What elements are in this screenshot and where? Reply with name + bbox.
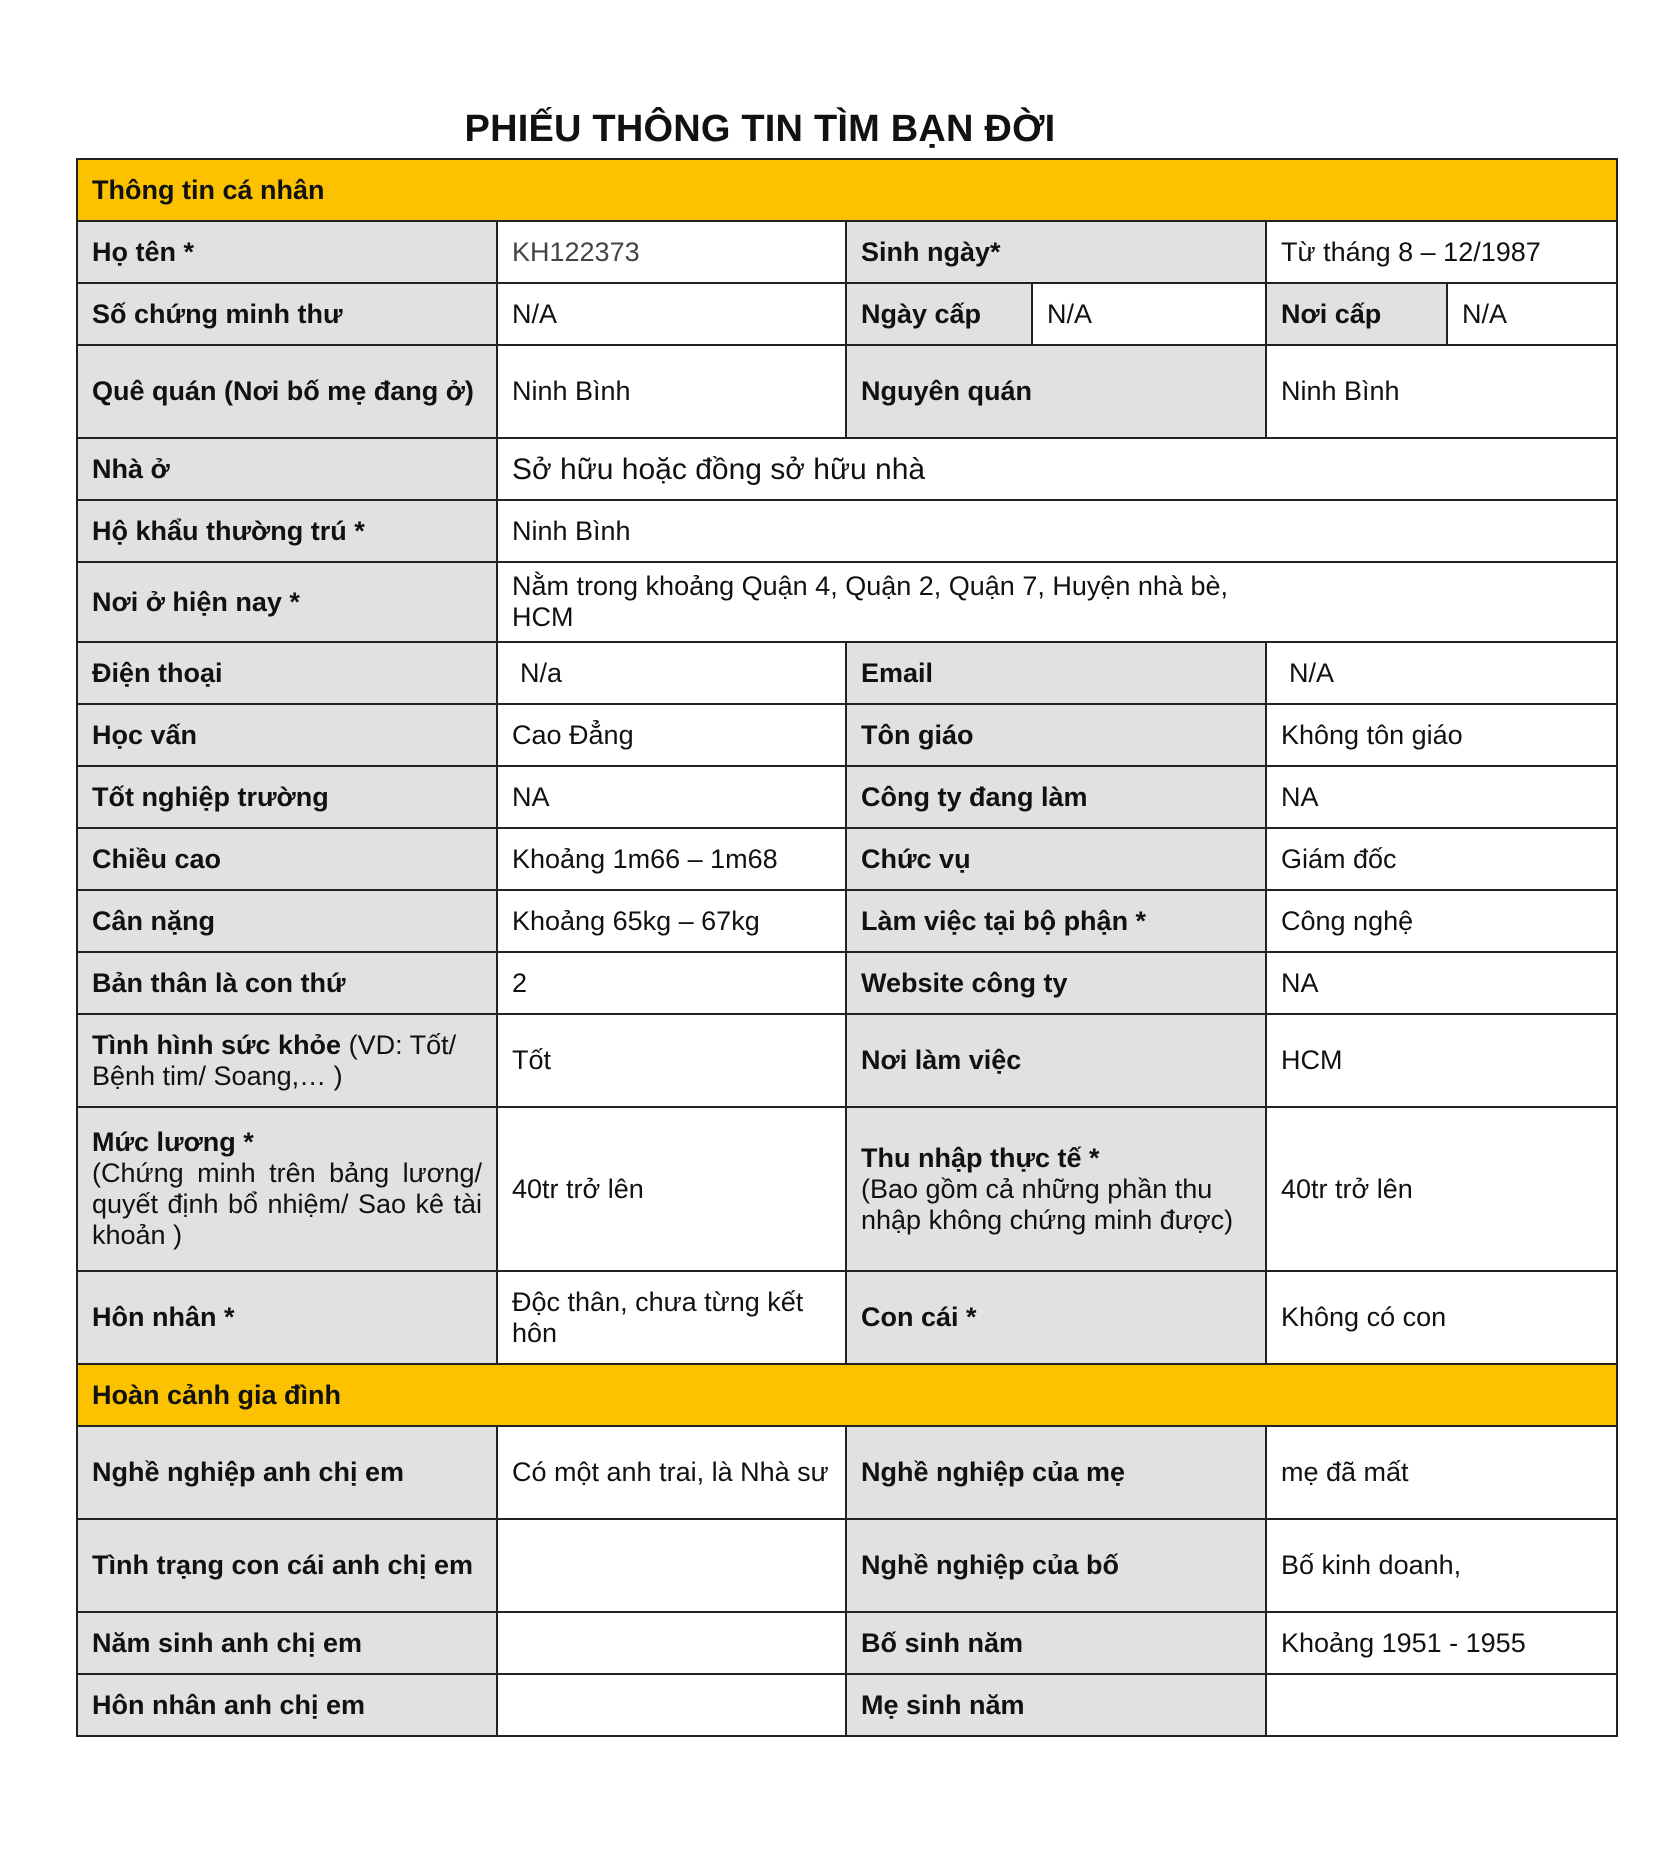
label-nha-o: Nhà ở [77,438,497,500]
label-con-cai: Con cái * [846,1271,1266,1364]
label-nghe-bo: Nghề nghiệp của bố [846,1519,1266,1612]
label-muc-luong [77,1107,497,1271]
table-row [77,221,1617,283]
table-row [77,500,1617,562]
value-ton-giao: Không tôn giáo [1266,704,1617,766]
page-title: PHIẾU THÔNG TIN TÌM BẠN ĐỜI [464,108,1056,150]
label-noi-cap: Nơi cấp [1266,283,1447,345]
label-con-cai-anh-chi: Tình trạng con cái anh chị em [77,1519,497,1612]
table-row [77,1271,1617,1364]
info-form-table [76,158,1618,1737]
value-nghe-me: mẹ đã mất [1266,1426,1617,1519]
value-noi-cap: N/A [1447,283,1617,345]
label-hon-nhan-anh-chi: Hôn nhân anh chị em [77,1674,497,1736]
label-thu-nhap-note: (Bao gồm cả những phần thu nhập không chứng minh được) [861,1173,1234,1235]
label-noi-o: Nơi ở hiện nay * [77,562,497,642]
value-noi-o [497,562,1617,642]
value-hoc-van: Cao Đẳng [497,704,846,766]
label-website: Website công ty [846,952,1266,1014]
value-noi-o-text: Nằm trong khoảng Quận 4, Quận 2, Quận 7, Huyện nhà bè, HCM [512,571,1228,632]
label-que-quan: Quê quán (Nơi bố mẹ đang ở) [77,345,497,438]
section-row-family [77,1364,1617,1426]
value-thu-nhap: 40tr trở lên [1266,1107,1617,1271]
label-ho-khau: Hộ khẩu thường trú * [77,500,497,562]
value-nghe-bo: Bố kinh doanh, [1266,1519,1617,1612]
section-family-title: Hoàn cảnh gia đình [77,1364,1617,1426]
table-row [77,283,1617,345]
table-row [77,952,1617,1014]
value-cong-ty: NA [1266,766,1617,828]
value-ngay-cap: N/A [1032,283,1266,345]
table-row [77,1519,1617,1612]
label-thu-nhap [846,1107,1266,1271]
value-ho-khau: Ninh Bình [497,500,1617,562]
label-chuc-vu: Chức vụ [846,828,1266,890]
value-cmt: N/A [497,283,846,345]
label-bo-phan: Làm việc tại bộ phận * [846,890,1266,952]
value-nghe-anh-chi: Có một anh trai, là Nhà sư [497,1426,846,1519]
label-thu-nhap-title: Thu nhập thực tế * [861,1142,1100,1173]
value-dien-thoai: N/a [497,642,846,704]
label-can-nang: Cân nặng [77,890,497,952]
value-ho-ten: KH122373 [497,221,846,283]
label-con-thu: Bản thân là con thứ [77,952,497,1014]
label-sinh-ngay: Sinh ngày* [846,221,1266,283]
table-row [77,704,1617,766]
label-email: Email [846,642,1266,704]
label-hon-nhan: Hôn nhân * [77,1271,497,1364]
value-sinh-ngay: Từ tháng 8 – 12/1987 [1266,221,1617,283]
label-ho-ten: Họ tên * [77,221,497,283]
label-suc-khoe-title: Tình hình sức khỏe [92,1029,342,1060]
label-nghe-anh-chi: Nghề nghiệp anh chị em [77,1426,497,1519]
value-noi-lam-viec: HCM [1266,1014,1617,1107]
label-ton-giao: Tôn giáo [846,704,1266,766]
value-hon-nhan-anh-chi [497,1674,846,1736]
value-can-nang: Khoảng 65kg – 67kg [497,890,846,952]
value-hon-nhan: Độc thân, chưa từng kết hôn [497,1271,846,1364]
value-chieu-cao: Khoảng 1m66 – 1m68 [497,828,846,890]
table-row [77,562,1617,642]
label-suc-khoe [77,1014,497,1107]
label-ngay-cap: Ngày cấp [846,283,1032,345]
value-me-sinh-nam [1266,1674,1617,1736]
label-nam-sinh-anh-chi: Năm sinh anh chị em [77,1612,497,1674]
label-muc-luong-note: (Chứng minh trên bảng lương/ quyết định bổ nhiệm/ Sao kê tài khoản ) [92,1158,482,1250]
value-bo-sinh-nam: Khoảng 1951 - 1955 [1266,1612,1617,1674]
value-tot-nghiep: NA [497,766,846,828]
value-muc-luong: 40tr trở lên [497,1107,846,1271]
value-con-cai-anh-chi [497,1519,846,1612]
value-con-thu: 2 [497,952,846,1014]
value-que-quan: Ninh Bình [497,345,846,438]
value-con-cai: Không có con [1266,1271,1617,1364]
label-hoc-van: Học vấn [77,704,497,766]
table-row [77,890,1617,952]
label-muc-luong-title: Mức lương * [92,1127,254,1157]
label-chieu-cao: Chiều cao [77,828,497,890]
table-row [77,1674,1617,1736]
table-row [77,1426,1617,1519]
value-suc-khoe: Tốt [497,1014,846,1107]
table-row [77,1107,1617,1271]
label-suc-khoe-note: (VD: Tốt/ Bệnh tim/ Soang,… ) [92,1029,457,1091]
table-row [77,642,1617,704]
value-nam-sinh-anh-chi [497,1612,846,1674]
table-row [77,345,1617,438]
section-personal-title: Thông tin cá nhân [77,159,1617,221]
label-noi-lam-viec: Nơi làm việc [846,1014,1266,1107]
label-tot-nghiep: Tốt nghiệp trường [77,766,497,828]
table-row [77,1612,1617,1674]
table-row [77,438,1617,500]
label-nghe-me: Nghề nghiệp của mẹ [846,1426,1266,1519]
value-nha-o: Sở hữu hoặc đồng sở hữu nhà [497,438,1617,500]
value-nguyen-quan: Ninh Bình [1266,345,1617,438]
label-dien-thoai: Điện thoại [77,642,497,704]
value-email: N/A [1266,642,1617,704]
label-cong-ty: Công ty đang làm [846,766,1266,828]
value-chuc-vu: Giám đốc [1266,828,1617,890]
section-row-personal [77,159,1617,221]
label-bo-sinh-nam: Bố sinh năm [846,1612,1266,1674]
label-me-sinh-nam: Mẹ sinh năm [846,1674,1266,1736]
label-nguyen-quan: Nguyên quán [846,345,1266,438]
label-cmt: Số chứng minh thư [77,283,497,345]
value-bo-phan: Công nghệ [1266,890,1617,952]
table-row [77,828,1617,890]
table-row [77,766,1617,828]
table-row [77,1014,1617,1107]
value-website: NA [1266,952,1617,1014]
